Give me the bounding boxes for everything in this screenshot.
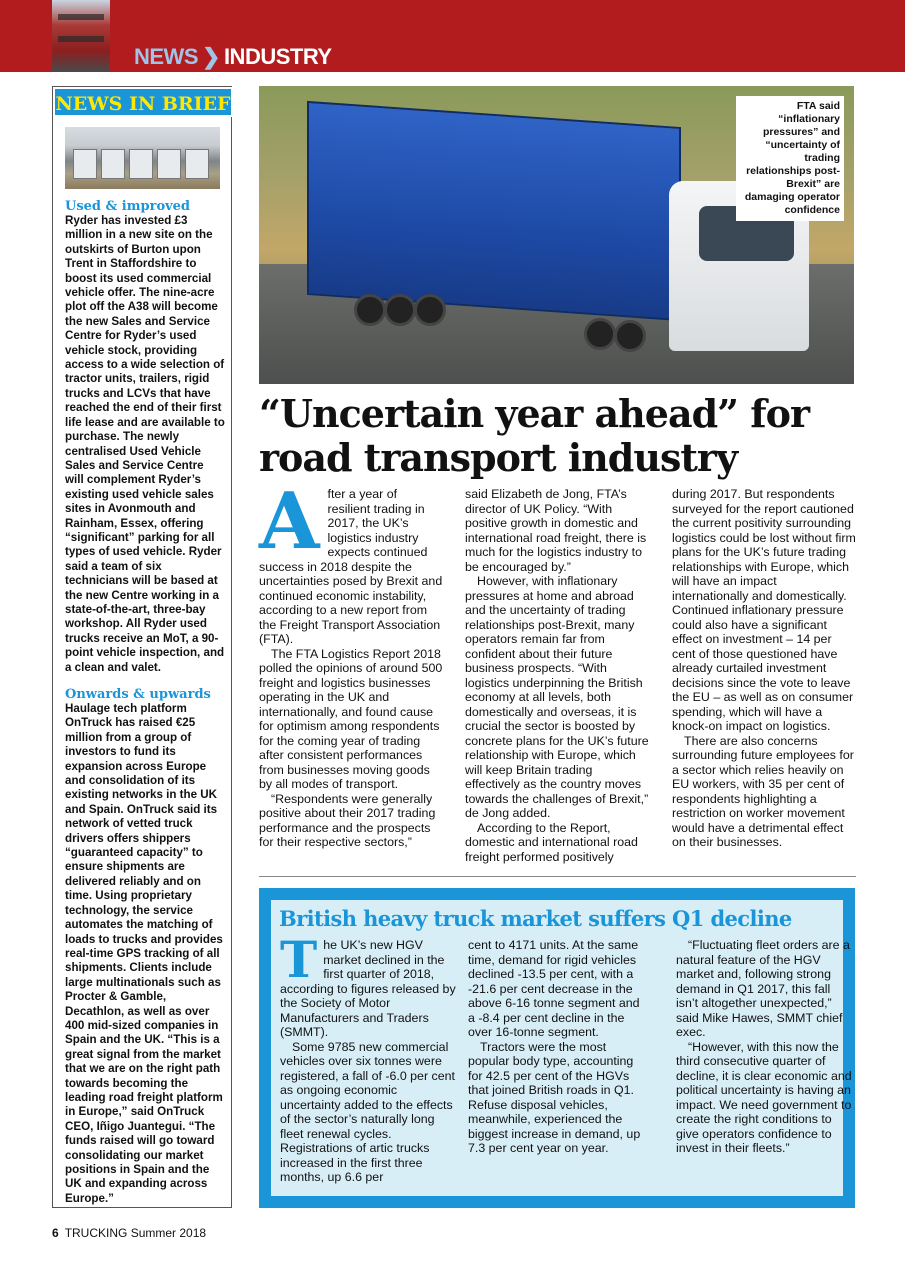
truck-lot-photo (65, 127, 220, 189)
paragraph: fter a year of resilient trading in 2017, the UK’s logistics industry expects continued success in 2018 despite the uncertainties posed by Brexit and continued economic instability, according to a new report from the Freight Transport Association (FTA). (259, 487, 443, 646)
boxout-inner (271, 900, 852, 1196)
page-footer (52, 1226, 206, 1240)
paragraph: However, with inflationary pressures at home and abroad and the uncertainty of trading relationships post-Brexit, many operators remain far from confident about their future business prospects. “With logistics underpinning the British economy at all levels, both domestically and overseas, it is crucial the sector is boosted by concrete plans for the UK’s future relationship with Europe, which will keep Britain trading effectively as the country moves towards the challenges of Brexit,” de Jong added. (465, 574, 649, 820)
paragraph: said Elizabeth de Jong, FTA’s director of UK Policy. “With positive growth in domestic and international road freight, there is much for the logistics industry to be encouraged by.” (465, 487, 647, 574)
paragraph: he UK’s new HGV market declined in the first quarter of 2018, according to figures released by the Society of Motor Manufacturers and Traders (SMMT). (280, 938, 456, 1039)
story2-heading: Onwards & upwards (65, 687, 211, 702)
drop-cap: T (280, 930, 318, 989)
wheel (384, 294, 416, 326)
boxout-column-3 (676, 938, 852, 1156)
bus-photo (52, 0, 110, 72)
boxout-column-2 (468, 938, 644, 1156)
page-number: 6 (52, 1226, 59, 1240)
photo-caption: FTA said “inflationary pressures” and “uncertainty of trading relationships post-Brexit” are damaging operator confidence (736, 96, 844, 221)
sidebar-title: NEWS IN BRIEF (53, 87, 233, 117)
divider (259, 876, 856, 877)
story1-text: Ryder has invested £3 million in a new site on the outskirts of Burton upon Trent in Staffordshire to boost its used commercial vehicle offer. The nine-acre plot off the A38 will become the new Sales and Service Centre for Ryder’s used vehicle stock, providing access to a wide selection of tractor units, trailers, rigid trucks and LCVs that have reached the end of their first life lease and are available to purchase. The newly centralised Used Vehicle Sales and Service Centre will complement Ryder’s existing used vehicle sales sites in Avonmouth and Rainham, Essex, offering “significant” parking for all types of used vehicle. Ryder said a team of six technicians will be based at the new Centre working in a state-of-the-art, three-bay workshop. All Ryder used trucks receive an MoT, a 90-point vehicle inspection, and a clean and valet. (65, 214, 225, 674)
wheel (414, 294, 446, 326)
header-bar (0, 0, 905, 72)
paragraph: According to the Report, domestic and international road freight performed positively (465, 820, 638, 864)
article-column-3 (672, 487, 856, 850)
boxout-article (259, 888, 855, 1208)
paragraph: “However, with this now the third consecutive quarter of decline, it is clear economic and political uncertainty is having an impact. We need government to create the right conditions to give operators confidence to invest in their fleets.” (676, 1039, 852, 1155)
blue-trailer (307, 101, 681, 321)
wheel (614, 320, 646, 352)
chevron-right-icon: ❯ (202, 44, 220, 69)
drop-cap: A (259, 476, 320, 567)
section-industry: INDUSTRY (223, 44, 332, 69)
section-news: NEWS (134, 44, 198, 69)
boxout-column-1 (280, 930, 456, 1185)
story1-heading: Used & improved (65, 199, 191, 214)
paragraph: There are also concerns surrounding future employees for a sector which relies heavily on EU workers, with 35 per cent of respondents highlighting a restriction on worker movement would have a detrimental effect on their businesses. (672, 733, 854, 849)
news-in-brief-sidebar (52, 86, 232, 1208)
paragraph: Some 9785 new commercial vehicles over six tonnes were registered, a fall of -6.0 per cent as ongoing economic uncertainty added to the effects of the sector’s naturally long fleet renewal cycles. Registrations of artic trucks increased in the first three months, up 6.6 per (280, 1039, 455, 1184)
wheel (354, 294, 386, 326)
section-label (134, 44, 332, 70)
paragraph: “Respondents were generally positive about their 2017 trading performance and the prospects for their respective sectors,” (259, 791, 436, 849)
paragraph: The FTA Logistics Report 2018 polled the opinions of around 500 freight and logistics businesses operating in the UK and internationally, and found cause for optimism among respondents for the coming year of trading after consistent performances from businesses moving goods by all modes of transport. (259, 646, 443, 791)
hero-truck-photo (259, 86, 854, 384)
publication-name: TRUCKING Summer 2018 (64, 1226, 207, 1240)
paragraph: cent to 4171 units. At the same time, demand for rigid vehicles declined -13.5 per cent, with a -21.6 per cent decrease in the above 6-16 tonne segment and a -8.4 per cent decline in the over 16-tonne segment. (468, 938, 640, 1039)
article-column-2 (465, 487, 649, 864)
wheel (584, 318, 616, 350)
article-column-1 (259, 476, 443, 850)
boxout-headline: British heavy truck market suffers Q1 decline (279, 906, 792, 931)
paragraph: during 2017. But respondents surveyed for the report cautioned the current positivity surrounding logistics could be lost without firm plans for the UK’s future trading relationships with Europe, which will have an impact internationally and domestically. Continued inflationary pressure could also have a significant effect on investment – 14 per cent of those questioned have already curtailed investment decisions since the vote to leave the EU – as well as on consumer spending, which will have a knock-on impact on logistics. (672, 487, 856, 733)
paragraph: Tractors were the most popular body type, accounting for 42.5 per cent of the HGVs that joined British roads in Q1. Refuse disposal vehicles, meanwhile, experienced the biggest increase in demand, up 7.3 per cent year on year. (468, 1039, 641, 1155)
story2-text: Haulage tech platform OnTruck has raised €25 million from a group of investors to fund its expansion across Europe and consolidation of its existing networks in the UK and Spain. OnTruck said its network of vetted truck drivers offers shippers “guaranteed capacity” to ensure shipments are delivered reliably and on time. Using proprietary technology, the service automates the matching of loads to trucks and provides real-time GPS tracking of all shipments. Clients include large multinationals such as Procter & Gamble, Decathlon, as well as over 400 mid-sized companies in Spain and the UK. “This is a great signal from the market that we are on the right path towards becoming the leading road freight platform in Europe,” said OnTruck CEO, Iñigo Juantegui. “The funds raised will go toward consolidating our market positions in Spain and the UK and expanding across Europe.” (65, 702, 223, 1205)
sidebar-body (65, 199, 225, 1206)
paragraph: “Fluctuating fleet orders are a natural feature of the HGV market and, following strong demand in Q1 2017, this fall isn’t altogether unexpected,” said Mike Hawes, SMMT chief exec. (676, 938, 850, 1039)
main-headline: “Uncertain year ahead” for road transport industry (259, 391, 809, 480)
